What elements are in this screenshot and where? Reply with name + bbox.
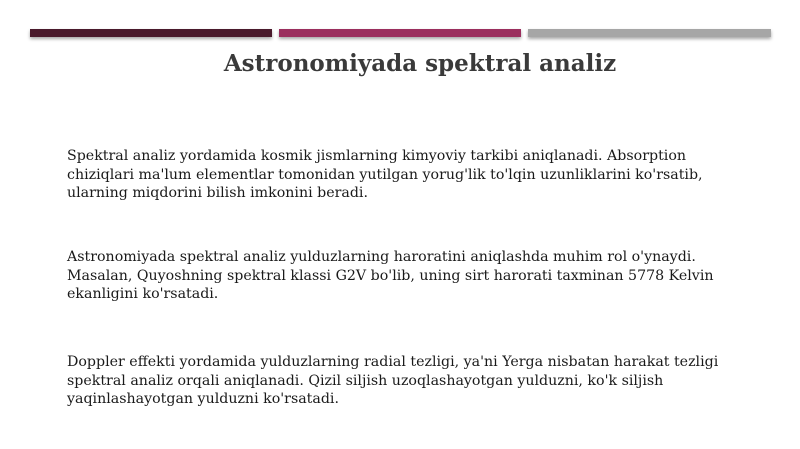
paragraph-doppler: Doppler effekti yordamida yulduzlarning radial tezligi, ya'ni Yerga nisbatan harakat tezligi spektral analiz orqali aniqlanadi. Qizil siljish uzoqlashayotgan yulduzni, ko'k siljish yaqinlashayotgan yulduzni ko'rsatadi. [67,354,719,407]
accent-bar-gray [528,29,771,37]
slide-title: Astronomiyada spektral analiz [223,50,617,77]
accent-bar-dark [30,29,272,37]
paragraph-composition: Spektral analiz yordamida kosmik jismlarning kimyoviy tarkibi aniqlanadi. Absorption chiziqlari ma'lum elementlar tomonidan yutilgan yorug'lik to'lqin uzunliklarini ko'rsatib, ularning miqdorini bilish imkonini beradi. [67,148,703,201]
accent-bar-magenta [279,29,521,37]
paragraph-temperature: Astronomiyada spektral analiz yulduzlarning haroratini aniqlashda muhim rol o'ynaydi. Masalan, Quyoshning spektral klassi G2V bo'lib, uning sirt harorati taxminan 5778 Kelvin ekanligini ko'rsatadi. [67,249,714,302]
